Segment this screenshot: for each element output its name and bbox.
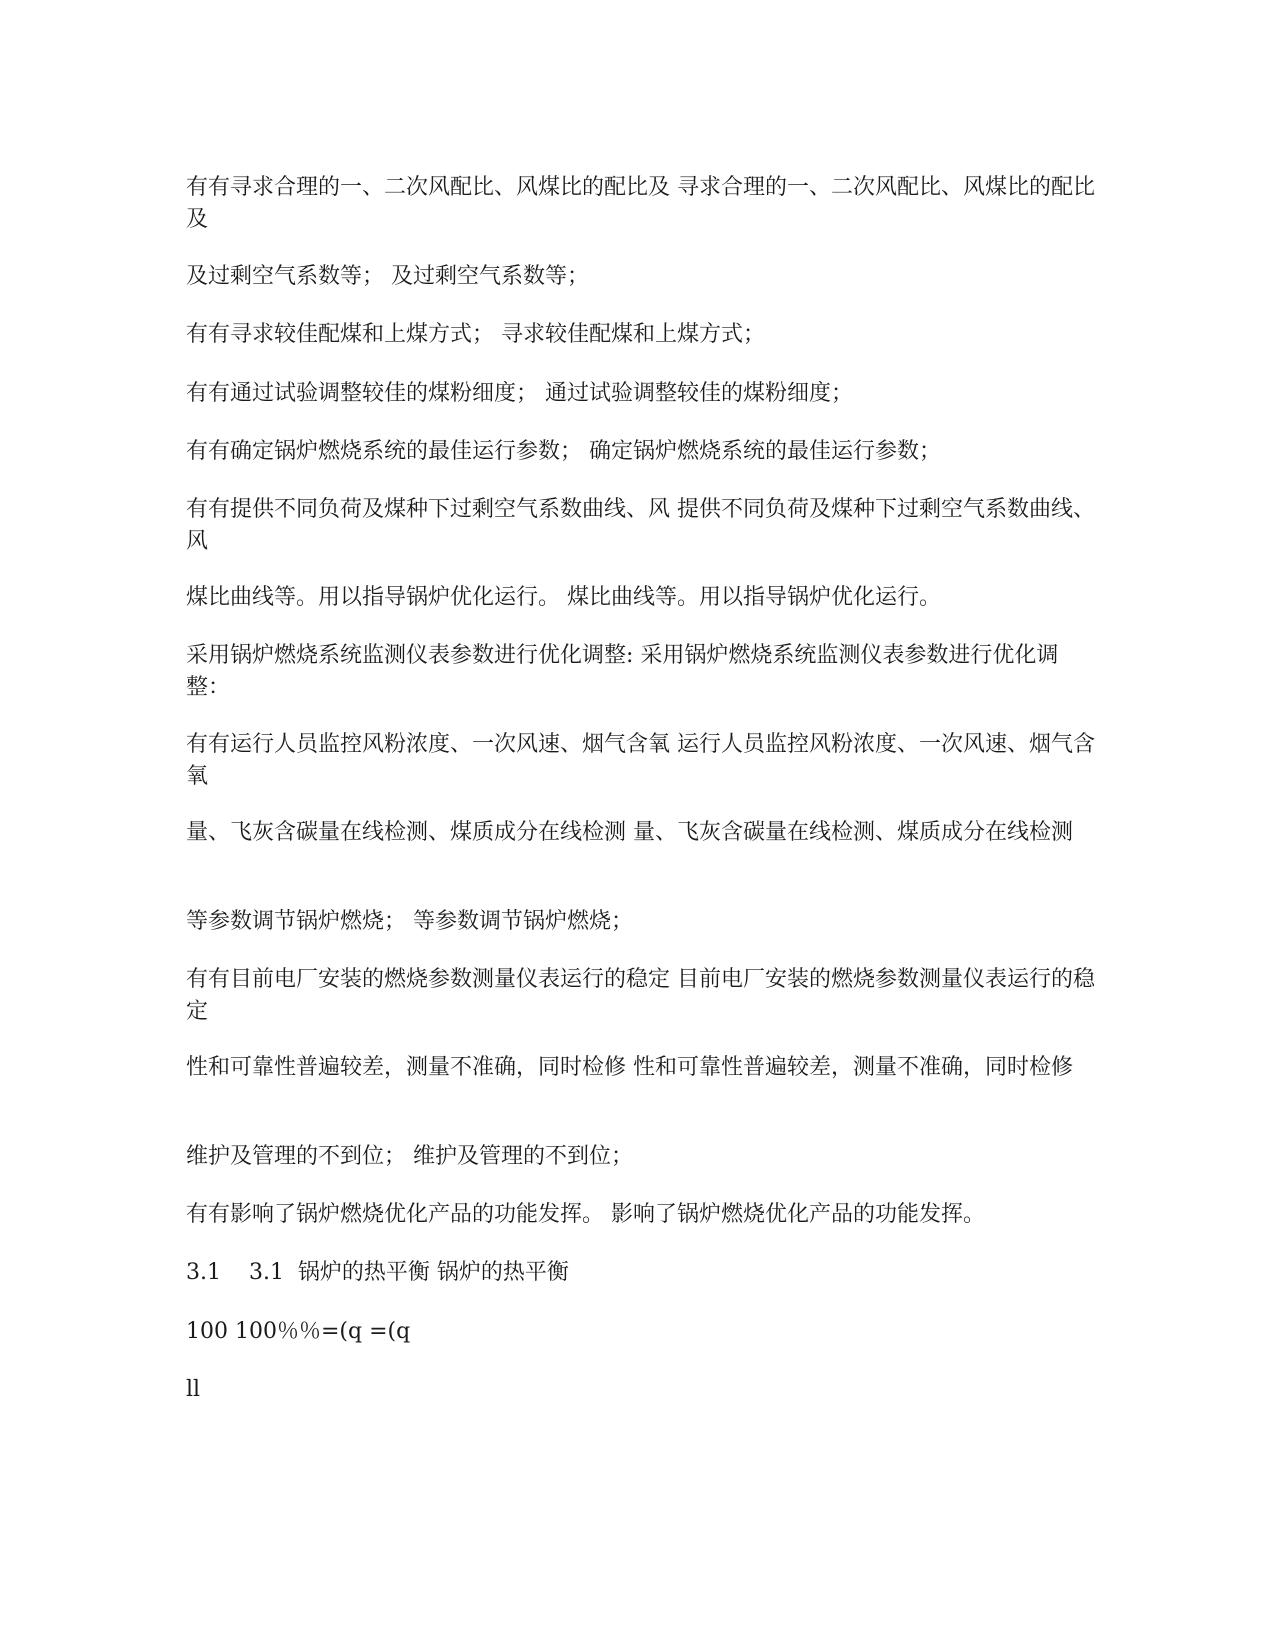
formula-line: 100 100％％=(q =(q — [186, 1319, 411, 1344]
paragraph-2: 及过剩空气系数等； 及过剩空气系数等； — [186, 264, 589, 289]
paragraph-1: 有有寻求合理的一、二次风配比、风煤比的配比及 寻求合理的一、二次风配比、风煤比的配比及 — [186, 175, 1095, 232]
paragraph-3: 有有寻求较佳配煤和上煤方式； 寻求较佳配煤和上煤方式； — [186, 322, 765, 347]
paragraph-6: 有有提供不同负荷及煤种下过剩空气系数曲线、风 提供不同负荷及煤种下过剩空气系数曲线、风 — [186, 497, 1095, 554]
paragraph-10: 量、飞灰含碳量在线检测、煤质成分在线检测 量、飞灰含碳量在线检测、煤质成分在线检测 — [186, 820, 1073, 845]
paragraph-7: 煤比曲线等。用以指导锅炉优化运行。 煤比曲线等。用以指导锅炉优化运行。 — [186, 585, 941, 610]
paragraph-13: 性和可靠性普遍较差，测量不准确，同时检修 性和可靠性普遍较差，测量不准确，同时检修 — [186, 1055, 1073, 1080]
formula-fragment: ll — [186, 1377, 201, 1402]
paragraph-14: 维护及管理的不到位； 维护及管理的不到位； — [186, 1144, 633, 1169]
paragraph-9: 有有运行人员监控风粉浓度、一次风速、烟气含氧 运行人员监控风粉浓度、一次风速、烟气含氧 — [186, 732, 1095, 789]
paragraph-8: 采用锅炉燃烧系统监测仪表参数进行优化调整: 采用锅炉燃烧系统监测仪表参数进行优化调整： — [186, 643, 1059, 700]
paragraph-4: 有有通过试验调整较佳的煤粉细度； 通过试验调整较佳的煤粉细度； — [186, 381, 853, 406]
paragraph-12: 有有目前电厂安装的燃烧参数测量仪表运行的稳定 目前电厂安装的燃烧参数测量仪表运行的稳定 — [186, 967, 1095, 1024]
paragraph-11: 等参数调节锅炉燃烧； 等参数调节锅炉燃烧； — [186, 909, 633, 934]
paragraph-5: 有有确定锅炉燃烧系统的最佳运行参数； 确定锅炉燃烧系统的最佳运行参数； — [186, 439, 941, 464]
paragraph-15: 有有影响了锅炉燃烧优化产品的功能发挥。 影响了锅炉燃烧优化产品的功能发挥。 — [186, 1202, 985, 1227]
section-heading: 3.1 3.1 锅炉的热平衡 锅炉的热平衡 — [186, 1260, 569, 1285]
